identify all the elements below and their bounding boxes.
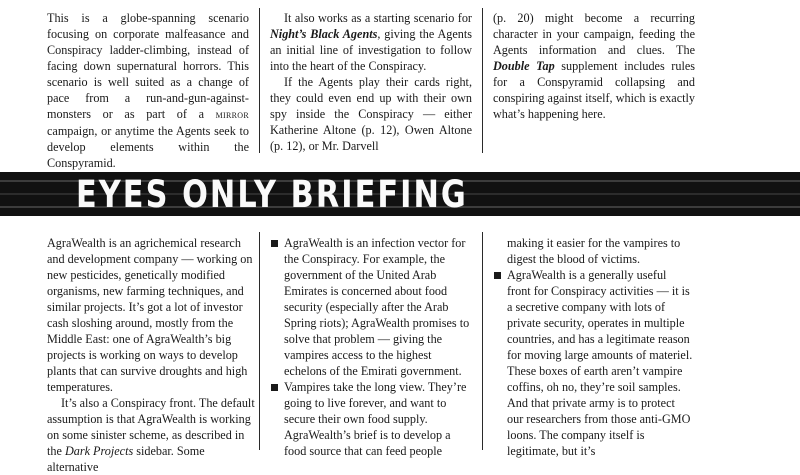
list-item: Vampires take the long view. They’re going to live forever, and want to secure their own food supply. AgraWealth’s brief is to develop a food source that can feed people bbox=[270, 379, 474, 459]
intro-paragraph: This is a globe-spanning scenario focusing on corporate malfeasance and Conspiracy ladder-climbing, instead of facing down supernatural horrors. This scenario is well suited as a change of pace from a run-and-gun-against-monsters or as part of a mirror campaign, or anytime the Agents seek to develop elements within the Conspyramid. bbox=[47, 11, 249, 170]
double-tap-title: Double Tap bbox=[493, 59, 555, 73]
nba-title: Night’s Black Agents bbox=[270, 27, 378, 41]
column-rule-top-2 bbox=[482, 8, 483, 153]
agrawealth-intro-paragraph: AgraWealth is an agrichemical research and development company — working on new pesticides, genetically modified organisms, new farming techniques, and similar projects. It’s got a lot of investor cash sloshing around, mostly from the Middle East: one of AgraWealth’s big projects is working on ways to develop plants that can survive droughts and high temperatures. bbox=[47, 236, 253, 394]
column-rule-bottom-1 bbox=[259, 232, 260, 450]
top-column-3 bbox=[493, 10, 695, 122]
column-rule-bottom-2 bbox=[482, 232, 483, 450]
bottom-column-2 bbox=[270, 235, 474, 459]
top-column-1 bbox=[47, 10, 249, 171]
list-item: AgraWealth is an infection vector for the Conspiracy. For example, the government of the United Arab Emirates is concerned about food security (especially after the Arab Spring riots); AgraWealth promises to solve that problem — giving the vampires access to the highest echelons of the Emirati government. bbox=[270, 235, 474, 379]
continued-bullet-text: making it easier for the vampires to digest the blood of victims. bbox=[507, 236, 681, 266]
conspiracy-front-paragraph: It’s also a Conspiracy front. The default assumption is that AgraWealth is working on some sinister scheme, as described in the Dark Projects sidebar. Some alternative bbox=[47, 396, 255, 474]
bottom-column-3 bbox=[493, 235, 693, 459]
spy-paragraph: If the Agents play their cards right, they could even end up with their own spy inside the Conspiracy — either Katherine Altone (p. 12), Owen Altone (p. 12), or Mr. Darvell bbox=[270, 75, 472, 153]
list-item: AgraWealth is a generally useful front for Conspiracy activities — it is a secretive company with lots of private security, operates in multiple countries, and has a legitimate reason for moving large amounts of materiel. These boxes of earth aren’t vampire coffins, oh no, they’re soil samples. And that private army is to protect our researchers from those anti-GMO loons. The company itself is legitimate, but it’s bbox=[493, 267, 693, 459]
banner-title: EYES ONLY BRIEFING bbox=[76, 173, 468, 216]
starting-scenario-paragraph: It also works as a starting scenario for Night’s Black Agents, giving the Agents an initial line of investigation to follow into the heart of the Conspiracy. bbox=[270, 11, 473, 73]
eyes-only-banner bbox=[0, 172, 800, 216]
recurring-character-paragraph: (p. 20) might become a recurring character in your campaign, feeding the Agents information and clues. The Double Tap supplement includes rules for a Conspyramid collapsing and conspiring against itself, which is exactly what’s happening here. bbox=[493, 11, 695, 121]
bullet-list bbox=[493, 267, 693, 459]
top-column-2 bbox=[270, 10, 472, 154]
bottom-column-1 bbox=[47, 235, 255, 475]
column-rule-top-1 bbox=[259, 8, 260, 153]
bullet-list bbox=[270, 235, 474, 459]
mirror-smallcaps: mirror bbox=[215, 109, 249, 121]
dark-projects-title: Dark Projects bbox=[64, 444, 134, 458]
